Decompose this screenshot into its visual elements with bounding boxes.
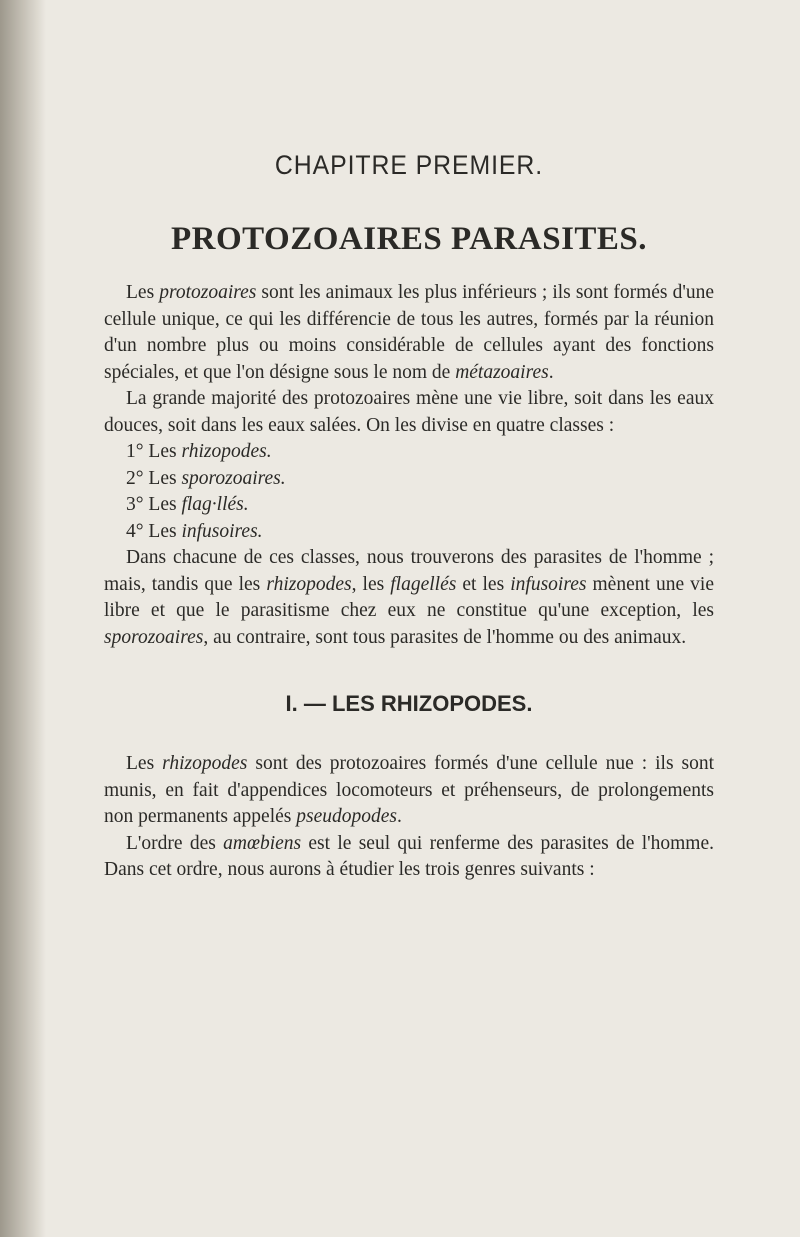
paragraph-1: Les protozoaires sont les animaux les plus inférieurs ; ils sont formés d'une cellule unique, ce qui les différencie de tous les autres, formés par la réunion d'un nombre plus ou moins considérable de cellules ayant des fonctions spéciales, et que l'on désigne sous le nom de métazoaires. [104, 282, 714, 383]
paragraph-4: Les rhizopodes sont des protozoaires formés d'une cellule nue : ils sont munis, en fait d'appendices locomoteurs et préhenseurs, de prolongements non permanents appelés pseudopodes. [104, 753, 715, 827]
chapter-heading: CHAPITRE PREMIER. [274, 150, 544, 180]
class-list [104, 439, 714, 545]
book-spine-shadow [0, 0, 46, 1237]
list-item: 1° Les rhizopodes. [126, 441, 272, 462]
section-heading: I. — LES RHIZOPODES. [285, 691, 533, 716]
page-title: PROTOZOAIRES PARASITES. [170, 221, 648, 257]
paragraph-5: L'ordre des amœbiens est le seul qui renferme des parasites de l'homme. Dans cet ordre, nous aurons à étudier les trois genres suivants : [104, 832, 714, 880]
paragraph-2: La grande majorité des protozoaires mène une vie libre, soit dans les eaux douces, soit dans les eaux salées. On les divise en quatre classes : [104, 388, 714, 436]
list-item: 3° Les flag·llés. [126, 494, 249, 515]
page-content [104, 150, 714, 884]
list-item: 2° Les sporozoaires. [126, 467, 286, 489]
list-item: 4° Les infusoires. [126, 520, 263, 542]
paragraph-3: Dans chacune de ces classes, nous trouverons des parasites de l'homme ; mais, tandis que les rhizopodes, les flagellés et les infusoires mènent une vie libre et que le parasitisme chez eux ne constitue qu'une exception, les sporozoaires, au contraire, sont tous parasites de l'homme ou des animaux. [104, 547, 715, 648]
